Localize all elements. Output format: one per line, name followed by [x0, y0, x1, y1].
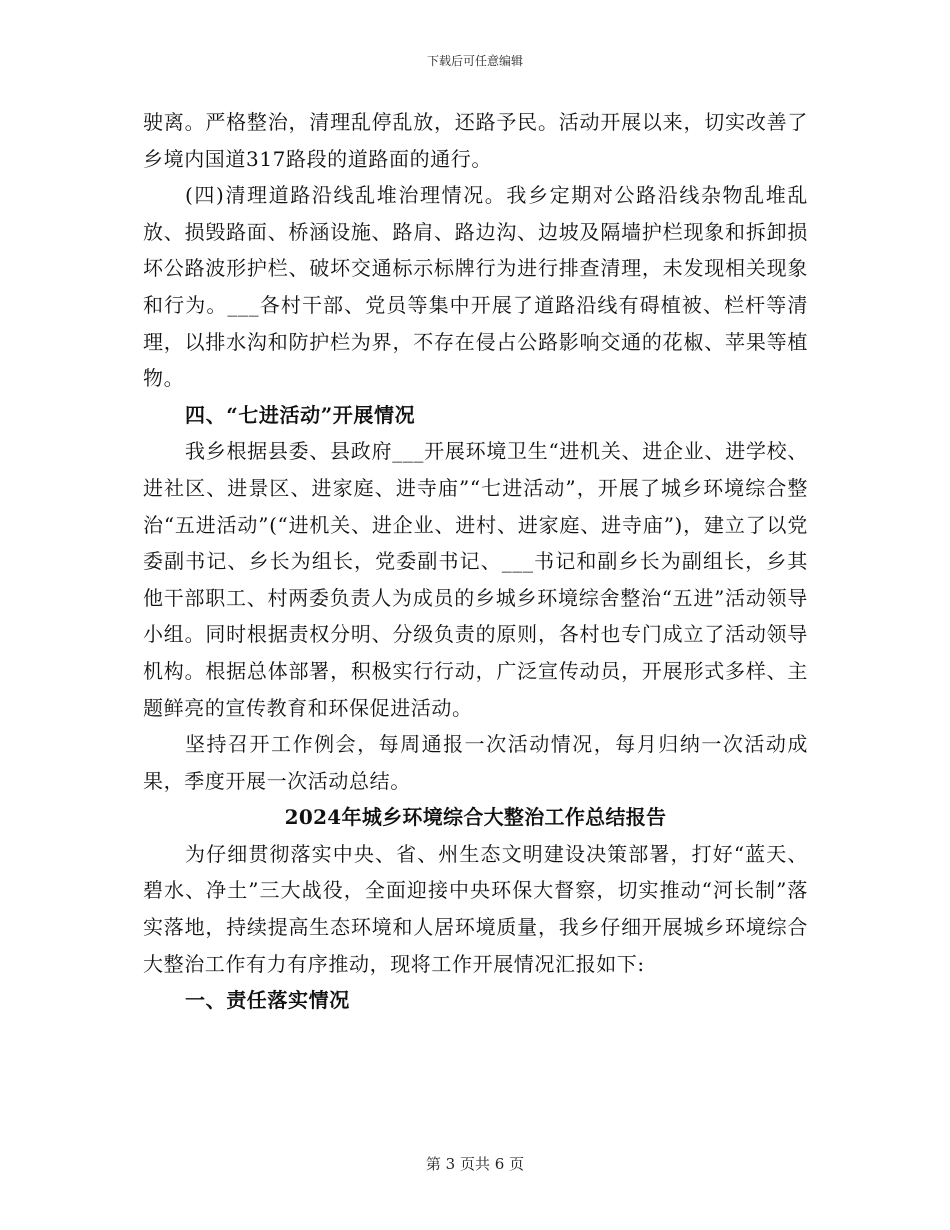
- paragraph-report-intro: 为仔细贯彻落实中央、省、州生态文明建设决策部署，打好“蓝天、碧水、净土”三大战役，全面迎接中央环保大督察，切实推动“河长制”落实落地，持续提高生态环境和人居环境质量，我乡仔细开展城乡环境综合大整治工作有力有序推动，现将工作开展情况汇报如下:: [143, 841, 808, 976]
- paragraph-seven-activities: 我乡根据县委、县政府___开展环境卫生“进机关、进企业、进学校、进社区、进景区、进家庭、进寺庙”“七进活动”，开展了城乡环境综合整治“五进活动”(“进机关、进企业、进村、进家庭、进寺庙”)，建立了以党委副书记、乡长为组长，党委副书记、___书记和副乡长为副组长，乡其他干部职工、村两委负责人为成员的乡城乡环境综舍整治“五进”活动领导小组。同时根据责权分明、分级负责的原则，各村也专门成立了活动领导机构。根据总体部署，积极实行行动，广泛宣传动员，开展形式多样、主题鲜亮的宣传教育和环保促进活动。: [143, 439, 808, 720]
- page-number: 第 3 页共 6 页: [425, 1155, 525, 1173]
- paragraph-work-meetings: 坚持召开工作例会，每周通报一次活动情况，每月归纳一次活动成果，季度开展一次活动总结。: [143, 732, 808, 793]
- section-heading-seven-activities: 四、“七进活动”开展情况: [185, 402, 416, 427]
- page-header: 下载后可任意编辑: [426, 54, 523, 68]
- section-heading-responsibility: 一、责任落实情况: [185, 988, 350, 1013]
- report-title: 2024年城乡环境综合大整治工作总结报告: [284, 805, 667, 830]
- paragraph-road-clutter: (四)清理道路沿线乱堆治理情况。我乡定期对公路沿线杂物乱堆乱放、损毁路面、桥涵设施、路肩、路边沟、边坡及隔墙护栏现象和拆卸损坏公路波形护栏、破坏交通标示标牌行为进行排查清理，未发现相关现象和行为。___各村干部、党员等集中开展了道路沿线有碍植被、栏杆等清理，以排水沟和防护栏为界，不存在侵占公路影响交通的花椒、苹果等植物。: [143, 183, 808, 391]
- document-body: [143, 104, 808, 1019]
- paragraph-road-clearance: 驶离。严格整治，清理乱停乱放，还路予民。活动开展以来，切实改善了乡境内国道317路段的道路面的通行。: [143, 110, 808, 171]
